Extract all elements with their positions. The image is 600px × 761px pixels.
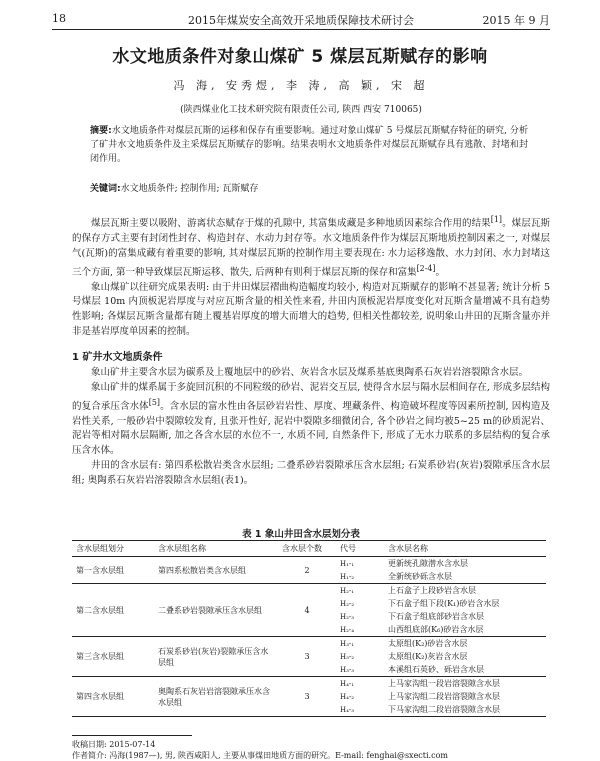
footnote-rule bbox=[72, 735, 192, 736]
aquifer-count: 2 bbox=[278, 557, 336, 584]
aquifer-code: H₂-₃ bbox=[340, 612, 355, 621]
citation[interactable]: [5] bbox=[148, 397, 160, 407]
aquifer-layer-name: 更新统孔隙潜水含水层 bbox=[388, 559, 468, 568]
aquifer-code: H₂-₁ bbox=[340, 586, 355, 595]
aquifer-code: H₄-₂ bbox=[340, 692, 355, 701]
aquifer-layer-name: 下石盒子组底部砂岩含水层 bbox=[388, 612, 484, 621]
section-paragraph-2: 象山矿井的煤系属于多旋回沉积的不同粒级的砂岩、泥岩交互层, 使得含水层与隔水层相间存在, 形成多层结构的复合承压含水体[5]。含水层的富水性由各层砂岩岩性、厚度、埋藏条件、构造破坏程度等因素所控制, 因构造及岩性关系, 一般砂岩中裂隙较发育, 且张开性好, 泥岩中裂隙多细微闭合, 各个砂岩之间均被5~25 m的砂质泥岩、泥岩等相对隔水层隔断, 加之各含水层的水位不一, 水质不同, 自然条件下, 形成了无水力联系的多层结构的复合承压含水体。 bbox=[72, 381, 550, 457]
aquifer-layer-name: 太原组(K₂)灰岩含水层 bbox=[388, 652, 468, 661]
aquifer-layer-name: 上石盒子上段砂岩含水层 bbox=[388, 586, 476, 595]
section-heading: 1 矿井水文地质条件 bbox=[72, 352, 163, 363]
aquifer-group-division: 第二含水层组 bbox=[72, 584, 154, 637]
aquifer-code: H₂-₂ bbox=[340, 599, 355, 608]
table-header-row bbox=[72, 541, 546, 557]
table-header-cell: 含水层组名称 bbox=[154, 541, 278, 557]
page-number: 18 bbox=[52, 12, 66, 25]
abstract-label: 摘要: bbox=[90, 126, 112, 136]
aquifer-layer-name: 太原组(K₂)砂岩含水层 bbox=[388, 639, 468, 648]
abstract bbox=[90, 124, 528, 166]
section-paragraph-1: 象山矿井主要含水层为碳系及上覆地层中的砂岩、灰岩含水层及煤系基底奥陶系石灰岩岩溶裂隙含水层。 bbox=[91, 367, 529, 378]
author-bio: 作者简介: 冯海(1987—), 男, 陕西咸阳人, 主要从事煤田地质方面的研究。E-mail: fenghai@sxecti.com bbox=[72, 751, 448, 760]
citation[interactable]: [2-4] bbox=[416, 263, 436, 273]
aquifer-code: H₁-₂ bbox=[336, 570, 384, 584]
aquifer-layer-name: 下石盒子组下段(K₁)砂岩含水层 bbox=[388, 599, 500, 608]
aquifer-code: H₃-₂ bbox=[340, 652, 355, 661]
aquifer-count: 3 bbox=[278, 677, 336, 717]
intro-section bbox=[72, 213, 550, 340]
aquifer-layer-name: 上马家沟组二段岩溶裂隙含水层 bbox=[388, 692, 500, 701]
table-row bbox=[72, 677, 546, 691]
abstract-text: 水文地质条件对煤层瓦斯的运移和保存有重要影响。通过对象山煤矿 5 号煤层瓦斯赋存特征的研究, 分析了矿井水文地质条件及主采煤层瓦斯赋存的影响。结果表明水文地质条件对煤层瓦斯赋存具有逃散、封堵和封闭作用。 bbox=[90, 126, 528, 164]
header-rule bbox=[52, 29, 550, 30]
aquifer-group-name: 第四系松散岩类含水层组 bbox=[154, 557, 278, 584]
aquifer-layer-name: 下马家沟组二段岩溶裂隙含水层 bbox=[384, 703, 546, 717]
table-row bbox=[72, 557, 546, 571]
aquifer-code: H₃-₁ bbox=[340, 639, 355, 648]
journal-title: 2015年煤炭安全高效开采地质保障技术研讨会 bbox=[188, 14, 414, 27]
section-1-body bbox=[72, 366, 550, 489]
table-row bbox=[72, 584, 546, 598]
aquifer-layer-name: 全新统砂砾含水层 bbox=[384, 570, 546, 584]
table-header-cell: 代号 bbox=[336, 541, 384, 557]
authors: 冯 海, 安秀煜, 李 涛, 高 颖, 宋 超 bbox=[173, 79, 429, 92]
running-header bbox=[52, 12, 550, 28]
aquifer-code: H₄-₁ bbox=[340, 679, 355, 688]
aquifer-group-division: 第三含水层组 bbox=[72, 637, 154, 677]
aquifer-layer-name: 上马家沟组一段岩溶裂隙含水层 bbox=[388, 679, 500, 688]
aquifer-layer-name: 本溪组石英砂、砾岩含水层 bbox=[384, 663, 546, 677]
table-header-cell: 含水层个数 bbox=[278, 541, 336, 557]
aquifer-group-division: 第四含水层组 bbox=[72, 677, 154, 717]
aquifer-group-division: 第一含水层组 bbox=[72, 557, 154, 584]
keywords-label: 关键词: bbox=[90, 184, 121, 194]
aquifer-group-name: 石炭系砂岩(灰岩)裂隙承压含水层组 bbox=[154, 637, 278, 677]
section-paragraph-3: 井田的含水层有: 第四系松散岩类含水层组; 二叠系砂岩裂隙承压含水层组; 石炭系砂岩(灰岩)裂隙承压含水层组; 奥陶系石灰岩岩溶裂隙含水层组(表1)。 bbox=[72, 459, 550, 486]
intro-paragraph-2: 象山煤矿以往研究成果表明: 由于井田煤层褶曲构造幅度均较小, 构造对瓦斯赋存的影响不甚显著; 统计分析 5 号煤层 10m 内顶板泥岩厚度与对应瓦斯含量的相关性来看, 井田内顶板泥岩厚度变化对瓦斯含量增减不具有趋势性影响; 各煤层瓦斯含量都有随上覆基岩厚度的增大而增大的趋势, 但相关性都较差, 说明象山井田的瓦斯含量亦并非是基岩厚度单因素的控制。 bbox=[72, 281, 550, 337]
issue-date: 2015 年 9 月 bbox=[482, 14, 550, 27]
paper-title: 水文地质条件对象山煤矿 5 煤层瓦斯赋存的影响 bbox=[112, 47, 488, 67]
aquifer-count: 3 bbox=[278, 637, 336, 677]
intro-paragraph-1: 煤层瓦斯主要以吸附、游离状态赋存于煤的孔隙中, 其富集成藏是多种地质因素综合作用的结果[1]。煤层瓦斯的保存方式主要有封闭性封存、构造封存、水动力封存等。水文地质条件作为煤层瓦斯地质控制因素之一, 对煤层气(瓦斯)的富集成藏有着重要的影响, 其对煤层瓦斯的控制作用主要表现在: 水力运移逸散、水力封闭、水力封堵这三个方面, 第一种导致煤层瓦斯运移、散失, 后两种有则利于煤层瓦斯的保存和富集[2-4]。 bbox=[72, 215, 550, 278]
aquifer-code: H₂-₄ bbox=[336, 623, 384, 637]
aquifer-code: H₁-₁ bbox=[340, 559, 355, 568]
aquifer-count: 4 bbox=[278, 584, 336, 637]
table-caption: 表 1 象山井田含水层划分表 bbox=[242, 529, 360, 540]
keywords-text: 水文地质条件; 控制作用; 瓦斯赋存 bbox=[120, 184, 259, 194]
keywords bbox=[90, 181, 528, 194]
aquifer-group-name: 二叠系砂岩裂隙承压含水层组 bbox=[154, 584, 278, 637]
aquifer-code: H₄-₃ bbox=[336, 703, 384, 717]
aquifer-code: H₃-₃ bbox=[336, 663, 384, 677]
table-header-cell: 含水层名称 bbox=[384, 541, 546, 557]
aquifer-layer-name: 山西组底部(K₆)砂岩含水层 bbox=[384, 623, 546, 637]
received-date: 收稿日期: 2015-07-14 bbox=[72, 740, 156, 749]
citation[interactable]: [1] bbox=[490, 215, 502, 224]
aquifer-group-name: 奥陶系石灰岩岩溶裂隙承压水含水层组 bbox=[154, 677, 278, 717]
affiliation: (陕西煤业化工技术研究院有限责任公司, 陕西 西安 710065) bbox=[180, 105, 422, 115]
table-header-cell: 含水层组划分 bbox=[72, 541, 154, 557]
aquifer-table bbox=[72, 540, 546, 717]
table-row bbox=[72, 637, 546, 651]
